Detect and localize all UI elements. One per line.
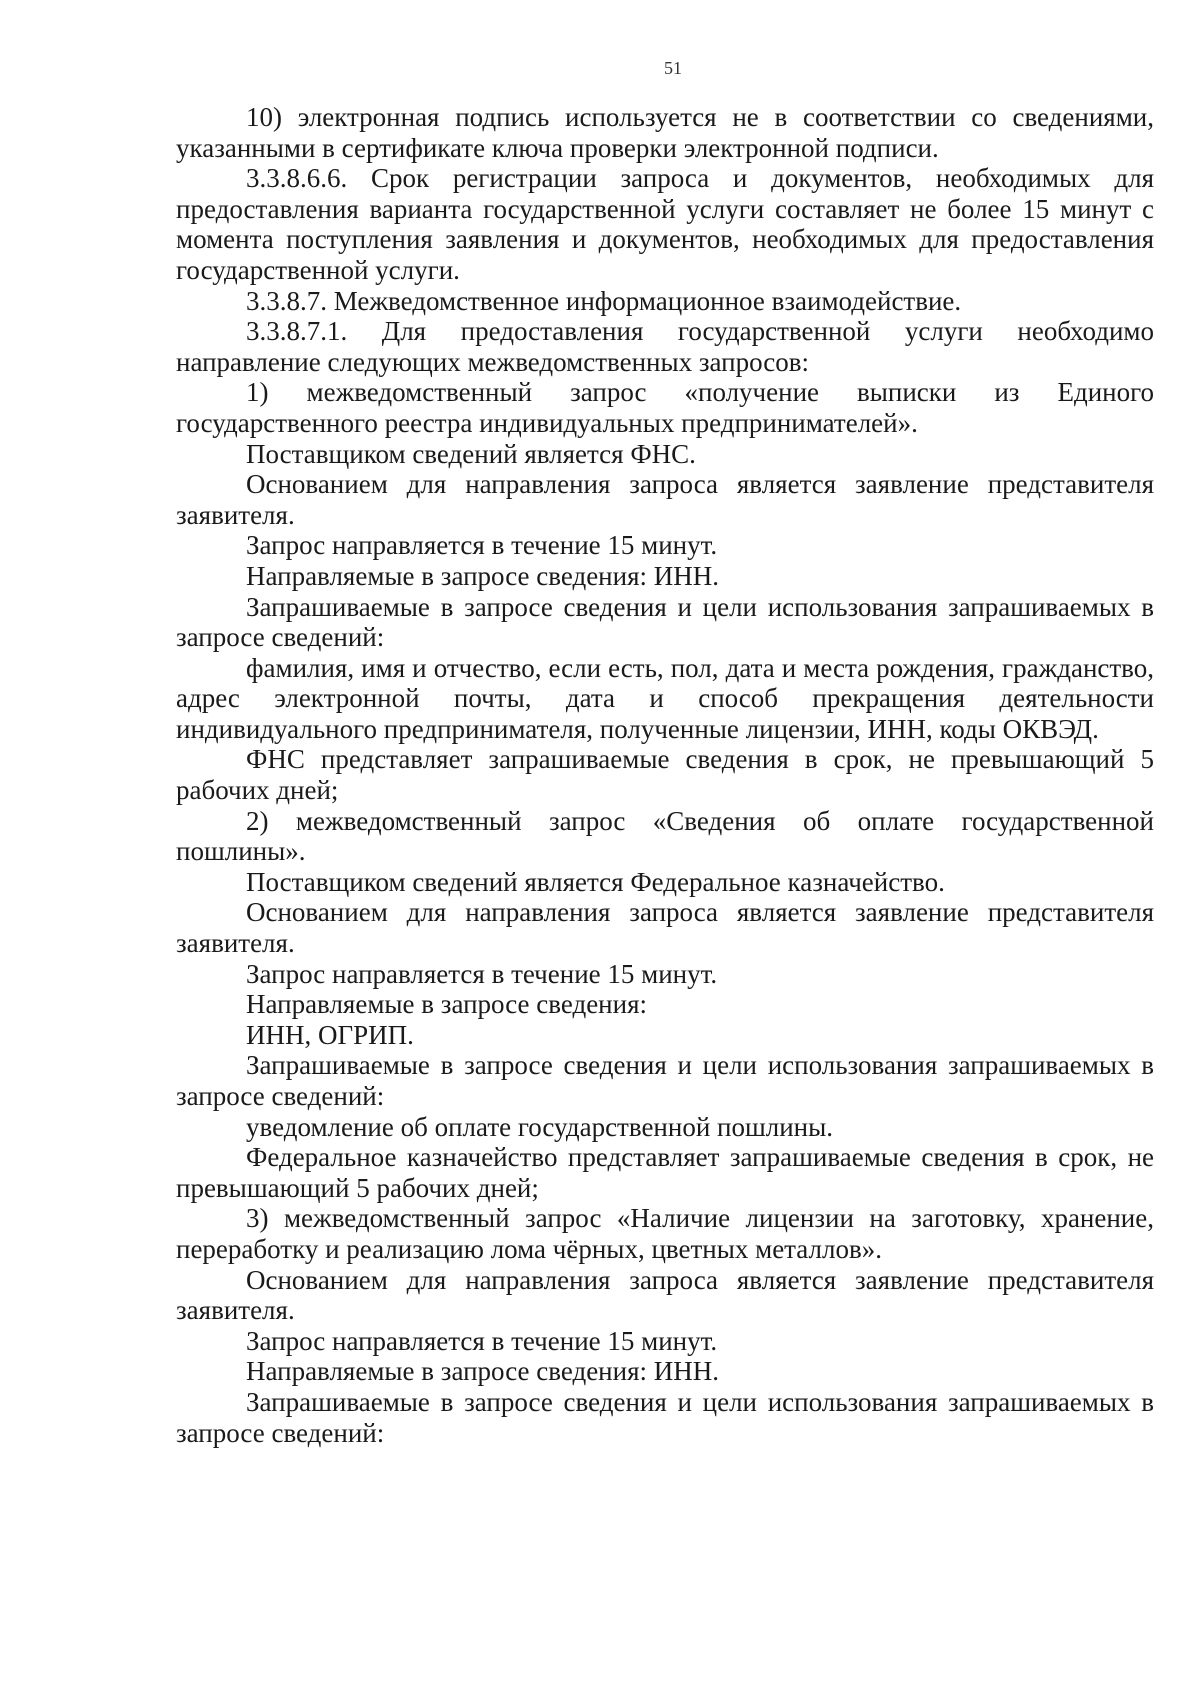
paragraph: 2) межведомственный запрос «Сведения об оплате государственной пошлины». — [176, 805, 1154, 867]
paragraph: фамилия, имя и отчество, если есть, пол, дата и места рождения, гражданство, адрес электронной почты, дата и способ прекращения деятельности индивидуального предпринимателя, полученные лицензии, ИНН, коды ОКВЭД. — [176, 652, 1154, 744]
paragraph: ФНС представляет запрашиваемые сведения в срок, не превышающий 5 рабочих дней; — [176, 744, 1154, 806]
paragraph: Основанием для направления запроса является заявление представителя заявителя. — [176, 897, 1154, 959]
paragraph: Направляемые в запросе сведения: ИНН. — [246, 560, 719, 591]
document-body — [176, 102, 1154, 1448]
paragraph: Направляемые в запросе сведения: ИНН. — [246, 1356, 719, 1387]
paragraph: Основанием для направления запроса является заявление представителя заявителя. — [176, 1264, 1154, 1326]
paragraph: 3) межведомственный запрос «Наличие лицензии на заготовку, хранение, переработку и реализацию лома чёрных, цветных металлов». — [176, 1203, 1154, 1264]
paragraph: 3.3.8.6.6. Срок регистрации запроса и документов, необходимых для предоставления варианта государственной услуги составляет не более 15 минут с момента поступления заявления и документов, необходимых для предоставления государственной услуги. — [176, 163, 1154, 285]
paragraph: Поставщиком сведений является ФНС. — [246, 438, 696, 469]
paragraph: 1) межведомственный запрос «получение выписки из Единого государственного реестра индивидуальных предпринимателей». — [176, 377, 1154, 438]
paragraph: уведомление об оплате государственной пошлины. — [246, 1111, 834, 1142]
paragraph: ИНН, ОГРИП. — [246, 1019, 414, 1050]
paragraph: Поставщиком сведений является Федеральное казначейство. — [246, 866, 945, 897]
page-number: 51 — [664, 58, 682, 78]
paragraph: 3.3.8.7.1. Для предоставления государственной услуги необходимо направление следующих межведомственных запросов: — [176, 316, 1154, 377]
paragraph: Основанием для направления запроса является заявление представителя заявителя. — [176, 469, 1154, 530]
paragraph: 3.3.8.7. Межведомственное информационное взаимодействие. — [246, 285, 962, 316]
paragraph: Запрос направляется в течение 15 минут. — [246, 958, 718, 989]
paragraph: Направляемые в запросе сведения: — [246, 989, 647, 1020]
paragraph: Запрашиваемые в запросе сведения и цели использования запрашиваемых в запросе сведений: — [176, 591, 1154, 653]
paragraph: 10) электронная подпись используется не в соответствии со сведениями, указанными в сертификате ключа проверки электронной подписи. — [176, 102, 1154, 163]
paragraph: Запрашиваемые в запросе сведения и цели использования запрашиваемых в запросе сведений: — [176, 1386, 1154, 1448]
paragraph: Федеральное казначейство представляет запрашиваемые сведения в срок, не превышающий 5 рабочих дней; — [176, 1142, 1154, 1203]
paragraph: Запрос направляется в течение 15 минут. — [246, 1325, 718, 1356]
paragraph: Запрашиваемые в запросе сведения и цели использования запрашиваемых в запросе сведений: — [176, 1050, 1154, 1111]
paragraph: Запрос направляется в течение 15 минут. — [246, 530, 718, 561]
